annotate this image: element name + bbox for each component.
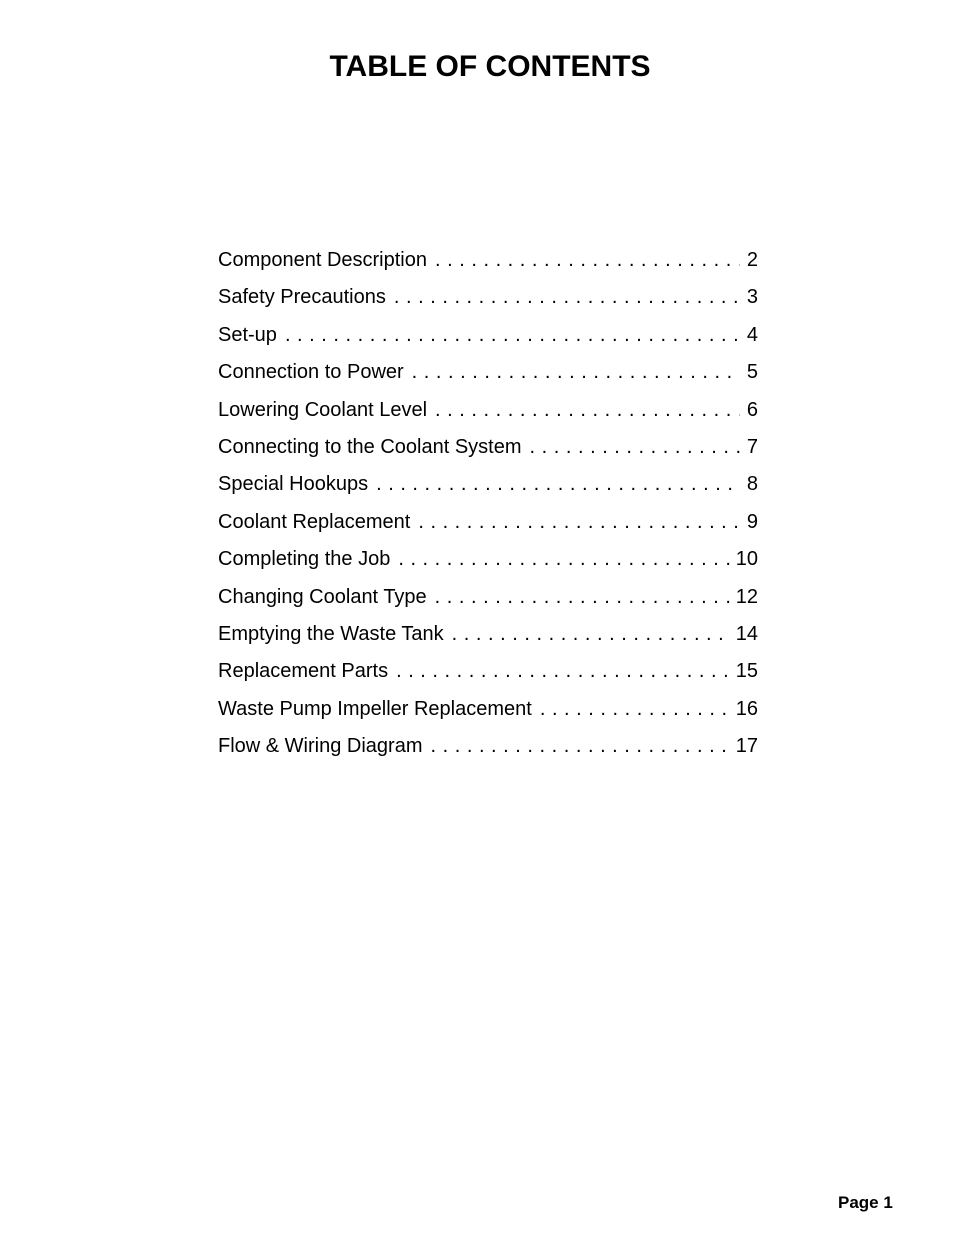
toc-entry-page: 15 xyxy=(735,660,758,683)
toc-dot-leader xyxy=(530,431,740,463)
toc-entry-title: Connecting to the Coolant System xyxy=(218,435,522,458)
toc-entry[interactable] xyxy=(218,693,758,730)
page-title: TABLE OF CONTENTS xyxy=(329,50,651,83)
toc-entry-page: 2 xyxy=(746,249,758,271)
toc-dot-leader xyxy=(452,618,730,650)
toc-dot-leader xyxy=(435,244,740,276)
toc-dot-leader xyxy=(412,356,740,388)
toc-entry[interactable] xyxy=(218,618,758,655)
toc-entry-title: Changing Coolant Type xyxy=(218,585,427,608)
toc-dot-leader xyxy=(418,506,740,538)
toc-dot-leader xyxy=(430,730,729,762)
toc-entry-page: 10 xyxy=(735,548,758,571)
toc-entry-title: Emptying the Waste Tank xyxy=(218,622,444,645)
toc-entry[interactable] xyxy=(218,319,758,356)
toc-entry[interactable] xyxy=(218,281,758,318)
toc-entry[interactable] xyxy=(218,244,758,281)
toc-entry-page: 5 xyxy=(746,361,758,384)
toc-entry[interactable] xyxy=(218,655,758,692)
toc-entry-page: 3 xyxy=(746,286,758,309)
toc-dot-leader xyxy=(540,693,730,725)
toc-entry-page: 6 xyxy=(746,398,758,421)
toc-dot-leader xyxy=(398,543,729,575)
toc-entry-title: Set-up xyxy=(218,323,277,346)
toc-entry-page: 9 xyxy=(746,510,758,533)
toc-entry-page: 14 xyxy=(735,622,758,645)
toc-dot-leader xyxy=(376,468,740,500)
toc-entry-title: Special Hookups xyxy=(218,473,369,496)
toc-entry-title: Completing the Job xyxy=(218,548,391,571)
toc-entry[interactable] xyxy=(218,730,758,767)
toc-entry-page: 7 xyxy=(746,435,758,458)
toc-entry-page: 4 xyxy=(746,323,758,346)
toc-entry-title: Flow & Wiring Diagram xyxy=(218,735,423,758)
toc-entry-title: Connection to Power xyxy=(218,361,404,384)
table-of-contents xyxy=(218,244,758,767)
toc-entry-page: 8 xyxy=(746,473,758,496)
toc-dot-leader xyxy=(285,319,740,351)
toc-entry[interactable] xyxy=(218,543,758,580)
toc-entry[interactable] xyxy=(218,506,758,543)
toc-entry[interactable] xyxy=(218,581,758,618)
toc-entry[interactable] xyxy=(218,356,758,393)
toc-dot-leader xyxy=(396,655,730,687)
toc-entry[interactable] xyxy=(218,468,758,505)
page-number: Page 1 xyxy=(838,1193,893,1212)
toc-entry-title: Safety Precautions xyxy=(218,286,386,309)
toc-entry-title: Waste Pump Impeller Replacement xyxy=(218,697,532,720)
toc-entry-title: Lowering Coolant Level xyxy=(218,398,428,421)
toc-entry-title: Component Description xyxy=(218,249,427,271)
toc-dot-leader xyxy=(435,394,740,426)
toc-entry[interactable] xyxy=(218,394,758,431)
toc-entry-title: Replacement Parts xyxy=(218,660,389,683)
toc-entry-page: 12 xyxy=(735,585,758,608)
toc-entry-page: 17 xyxy=(735,735,758,758)
toc-dot-leader xyxy=(435,581,730,613)
toc-dot-leader xyxy=(394,281,740,313)
toc-entry-title: Coolant Replacement xyxy=(218,510,411,533)
toc-entry[interactable] xyxy=(218,431,758,468)
toc-entry-page: 16 xyxy=(735,697,758,720)
